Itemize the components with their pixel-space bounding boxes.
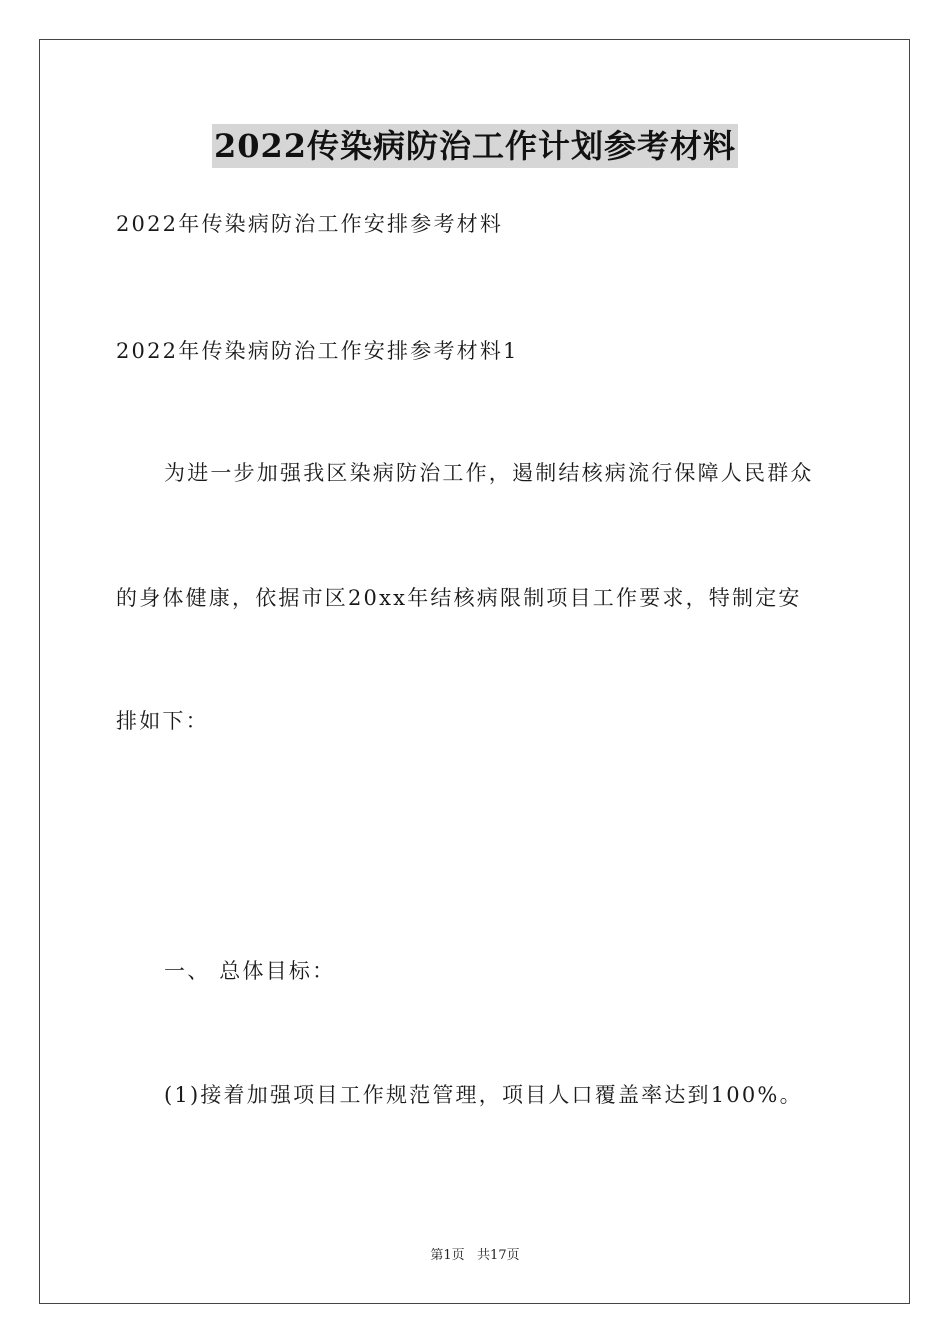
subtitle-line: 2022年传染病防治工作安排参考材料 xyxy=(116,212,504,236)
title-container xyxy=(0,124,950,168)
page-footer: 第1页 共17页 xyxy=(430,1248,520,1263)
document-title: 2022传染病防治工作计划参考材料 xyxy=(212,124,738,168)
paragraph-line-1: 为进一步加强我区染病防治工作，遏制结核病流行保障人民群众 xyxy=(164,461,814,485)
section-heading: 2022年传染病防治工作安排参考材料1 xyxy=(116,339,519,363)
heading-overall-goal: 一、 总体目标： xyxy=(164,959,336,983)
paragraph-line-3: 排如下： xyxy=(116,709,209,733)
paragraph-line-2: 的身体健康，依据市区20xx年结核病限制项目工作要求，特制定安 xyxy=(116,586,802,610)
goal-item-1: (1)接着加强项目工作规范管理，项目人口覆盖率达到100%。 xyxy=(164,1083,803,1107)
